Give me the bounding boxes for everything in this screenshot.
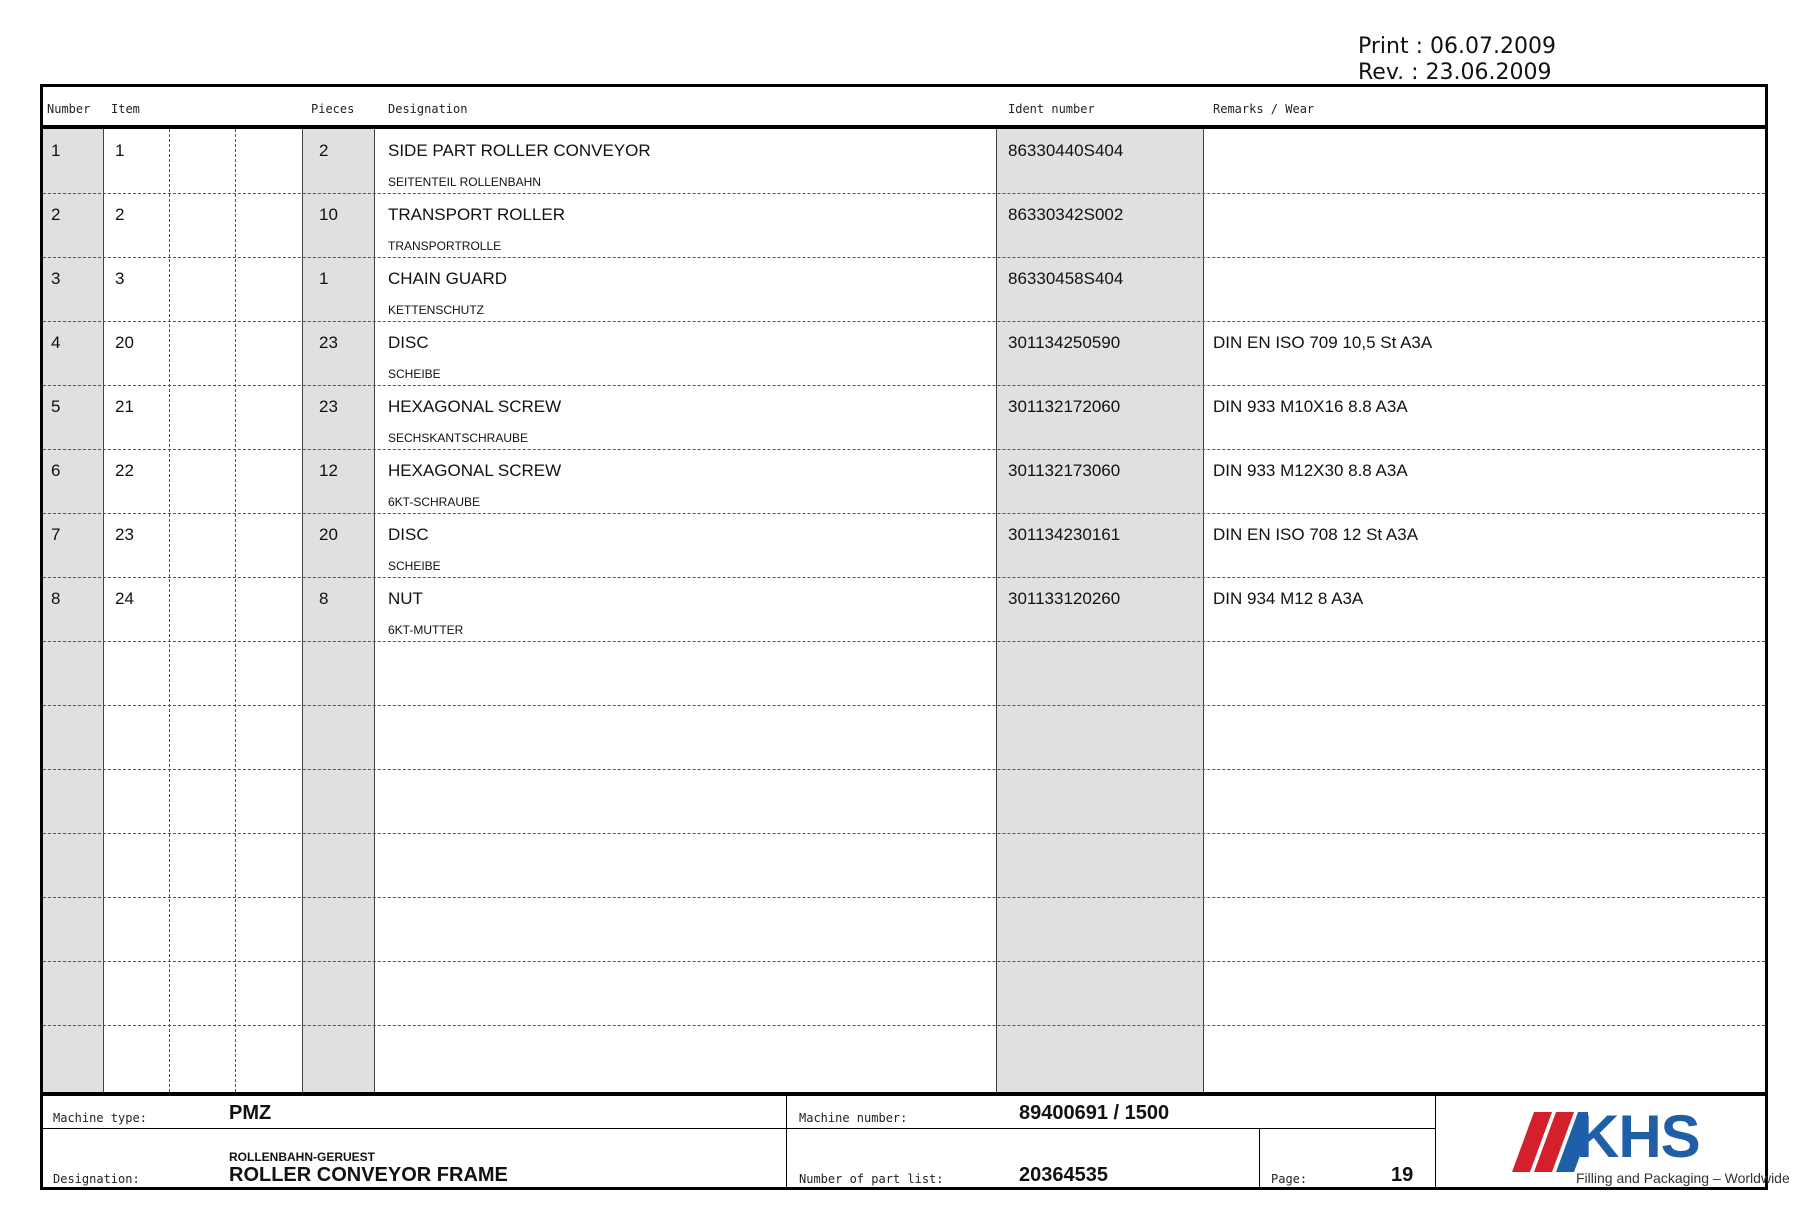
row-ident-number: 301134230161	[1008, 525, 1121, 544]
part-list-sheet	[40, 84, 1790, 1190]
table-row	[43, 129, 1765, 193]
designation-german: ROLLENBAHN-GERUEST	[229, 1150, 375, 1164]
row-pieces: 12	[319, 461, 338, 480]
header-designation: Designation	[388, 102, 468, 116]
row-number: 4	[51, 333, 61, 352]
row-ident-number: 301133120260	[1008, 589, 1121, 608]
row-designation-german: TRANSPORTROLLE	[388, 239, 502, 253]
row-item: 2	[115, 205, 125, 224]
title-block-divider	[43, 1128, 1435, 1129]
row-remarks: DIN 933 M12X30 8.8 A3A	[1213, 461, 1408, 480]
row-designation: DISC	[388, 525, 429, 544]
row-number: 1	[51, 141, 61, 160]
print-info	[1358, 34, 1556, 86]
row-designation: HEXAGONAL SCREW	[388, 461, 562, 480]
part-list-value: 20364535	[1019, 1164, 1108, 1186]
row-pieces: 23	[319, 333, 338, 352]
row-remarks: DIN EN ISO 709 10,5 St A3A	[1213, 333, 1433, 352]
row-divider	[43, 961, 1765, 962]
machine-number-value: 89400691 / 1500	[1019, 1102, 1170, 1124]
title-block-divider	[786, 1096, 787, 1187]
row-number: 5	[51, 397, 61, 416]
row-number: 3	[51, 269, 61, 288]
row-designation: HEXAGONAL SCREW	[388, 397, 562, 416]
row-item: 22	[115, 461, 134, 480]
row-designation: CHAIN GUARD	[388, 269, 508, 288]
row-divider	[43, 1025, 1765, 1026]
row-pieces: 10	[319, 205, 338, 224]
row-ident-number: 86330458S404	[1008, 269, 1124, 288]
page-value: 19	[1391, 1164, 1414, 1186]
print-date: Print : 06.07.2009	[1358, 34, 1556, 59]
table-row	[43, 257, 1765, 321]
row-item: 1	[115, 141, 125, 160]
title-block	[43, 1092, 1790, 1187]
title-block-divider	[1435, 1096, 1436, 1187]
row-pieces: 2	[319, 141, 329, 160]
row-number: 2	[51, 205, 61, 224]
row-item: 3	[115, 269, 125, 288]
row-number: 6	[51, 461, 61, 480]
row-remarks: DIN 933 M10X16 8.8 A3A	[1213, 397, 1408, 416]
row-item: 21	[115, 397, 134, 416]
row-ident-number: 86330342S002	[1008, 205, 1124, 224]
machine-type-label: Machine type:	[53, 1111, 147, 1125]
row-number: 8	[51, 589, 61, 608]
header-number: Number	[47, 102, 91, 116]
row-divider	[43, 769, 1765, 770]
row-divider	[43, 833, 1765, 834]
designation-label: Designation:	[53, 1172, 140, 1186]
header-remarks: Remarks / Wear	[1213, 102, 1315, 116]
header-pieces: Pieces	[311, 102, 355, 116]
row-designation-german: 6KT-MUTTER	[388, 623, 464, 637]
designation-value: ROLLER CONVEYOR FRAME	[229, 1164, 508, 1186]
title-block-divider	[1259, 1128, 1260, 1187]
table-row	[43, 449, 1765, 513]
row-ident-number: 301134250590	[1008, 333, 1121, 352]
row-pieces: 23	[319, 397, 338, 416]
table-header	[43, 87, 1765, 129]
row-number: 7	[51, 525, 61, 544]
row-designation-german: 6KT-SCHRAUBE	[388, 495, 481, 509]
machine-number-label: Machine number:	[799, 1111, 908, 1125]
khs-brand: KHS	[1576, 1103, 1700, 1170]
machine-type-value: PMZ	[229, 1102, 272, 1124]
khs-tagline: Filling and Packaging – Worldwide	[1576, 1170, 1790, 1186]
row-ident-number: 86330440S404	[1008, 141, 1124, 160]
table-row	[43, 577, 1765, 641]
row-designation: TRANSPORT ROLLER	[388, 205, 565, 224]
header-item: Item	[111, 102, 140, 116]
row-pieces: 8	[319, 589, 329, 608]
header-ident-number: Ident number	[1008, 102, 1095, 116]
row-designation: SIDE PART ROLLER CONVEYOR	[388, 141, 651, 160]
part-list-label: Number of part list:	[799, 1172, 944, 1186]
table-row	[43, 321, 1765, 385]
row-pieces: 20	[319, 525, 338, 544]
page-label: Page:	[1271, 1172, 1308, 1186]
row-divider	[43, 705, 1765, 706]
row-designation-german: SCHEIBE	[388, 559, 441, 573]
revision-date: Rev. : 23.06.2009	[1358, 60, 1552, 85]
row-designation-german: SCHEIBE	[388, 367, 441, 381]
row-item: 23	[115, 525, 134, 544]
row-designation-german: KETTENSCHUTZ	[388, 303, 484, 317]
row-divider	[43, 641, 1765, 642]
row-designation: DISC	[388, 333, 429, 352]
khs-logo	[1504, 1103, 1790, 1186]
table-row	[43, 193, 1765, 257]
row-remarks: DIN 934 M12 8 A3A	[1213, 589, 1364, 608]
row-pieces: 1	[319, 269, 329, 288]
table-body	[43, 129, 1765, 1092]
row-ident-number: 301132173060	[1008, 461, 1121, 480]
row-designation-german: SECHSKANTSCHRAUBE	[388, 431, 529, 445]
row-ident-number: 301132172060	[1008, 397, 1121, 416]
row-designation-german: SEITENTEIL ROLLENBAHN	[388, 175, 541, 189]
table-row	[43, 513, 1765, 577]
row-remarks: DIN EN ISO 708 12 St A3A	[1213, 525, 1419, 544]
row-divider	[43, 897, 1765, 898]
row-designation: NUT	[388, 589, 423, 608]
table-row	[43, 385, 1765, 449]
row-item: 20	[115, 333, 134, 352]
row-item: 24	[115, 589, 134, 608]
